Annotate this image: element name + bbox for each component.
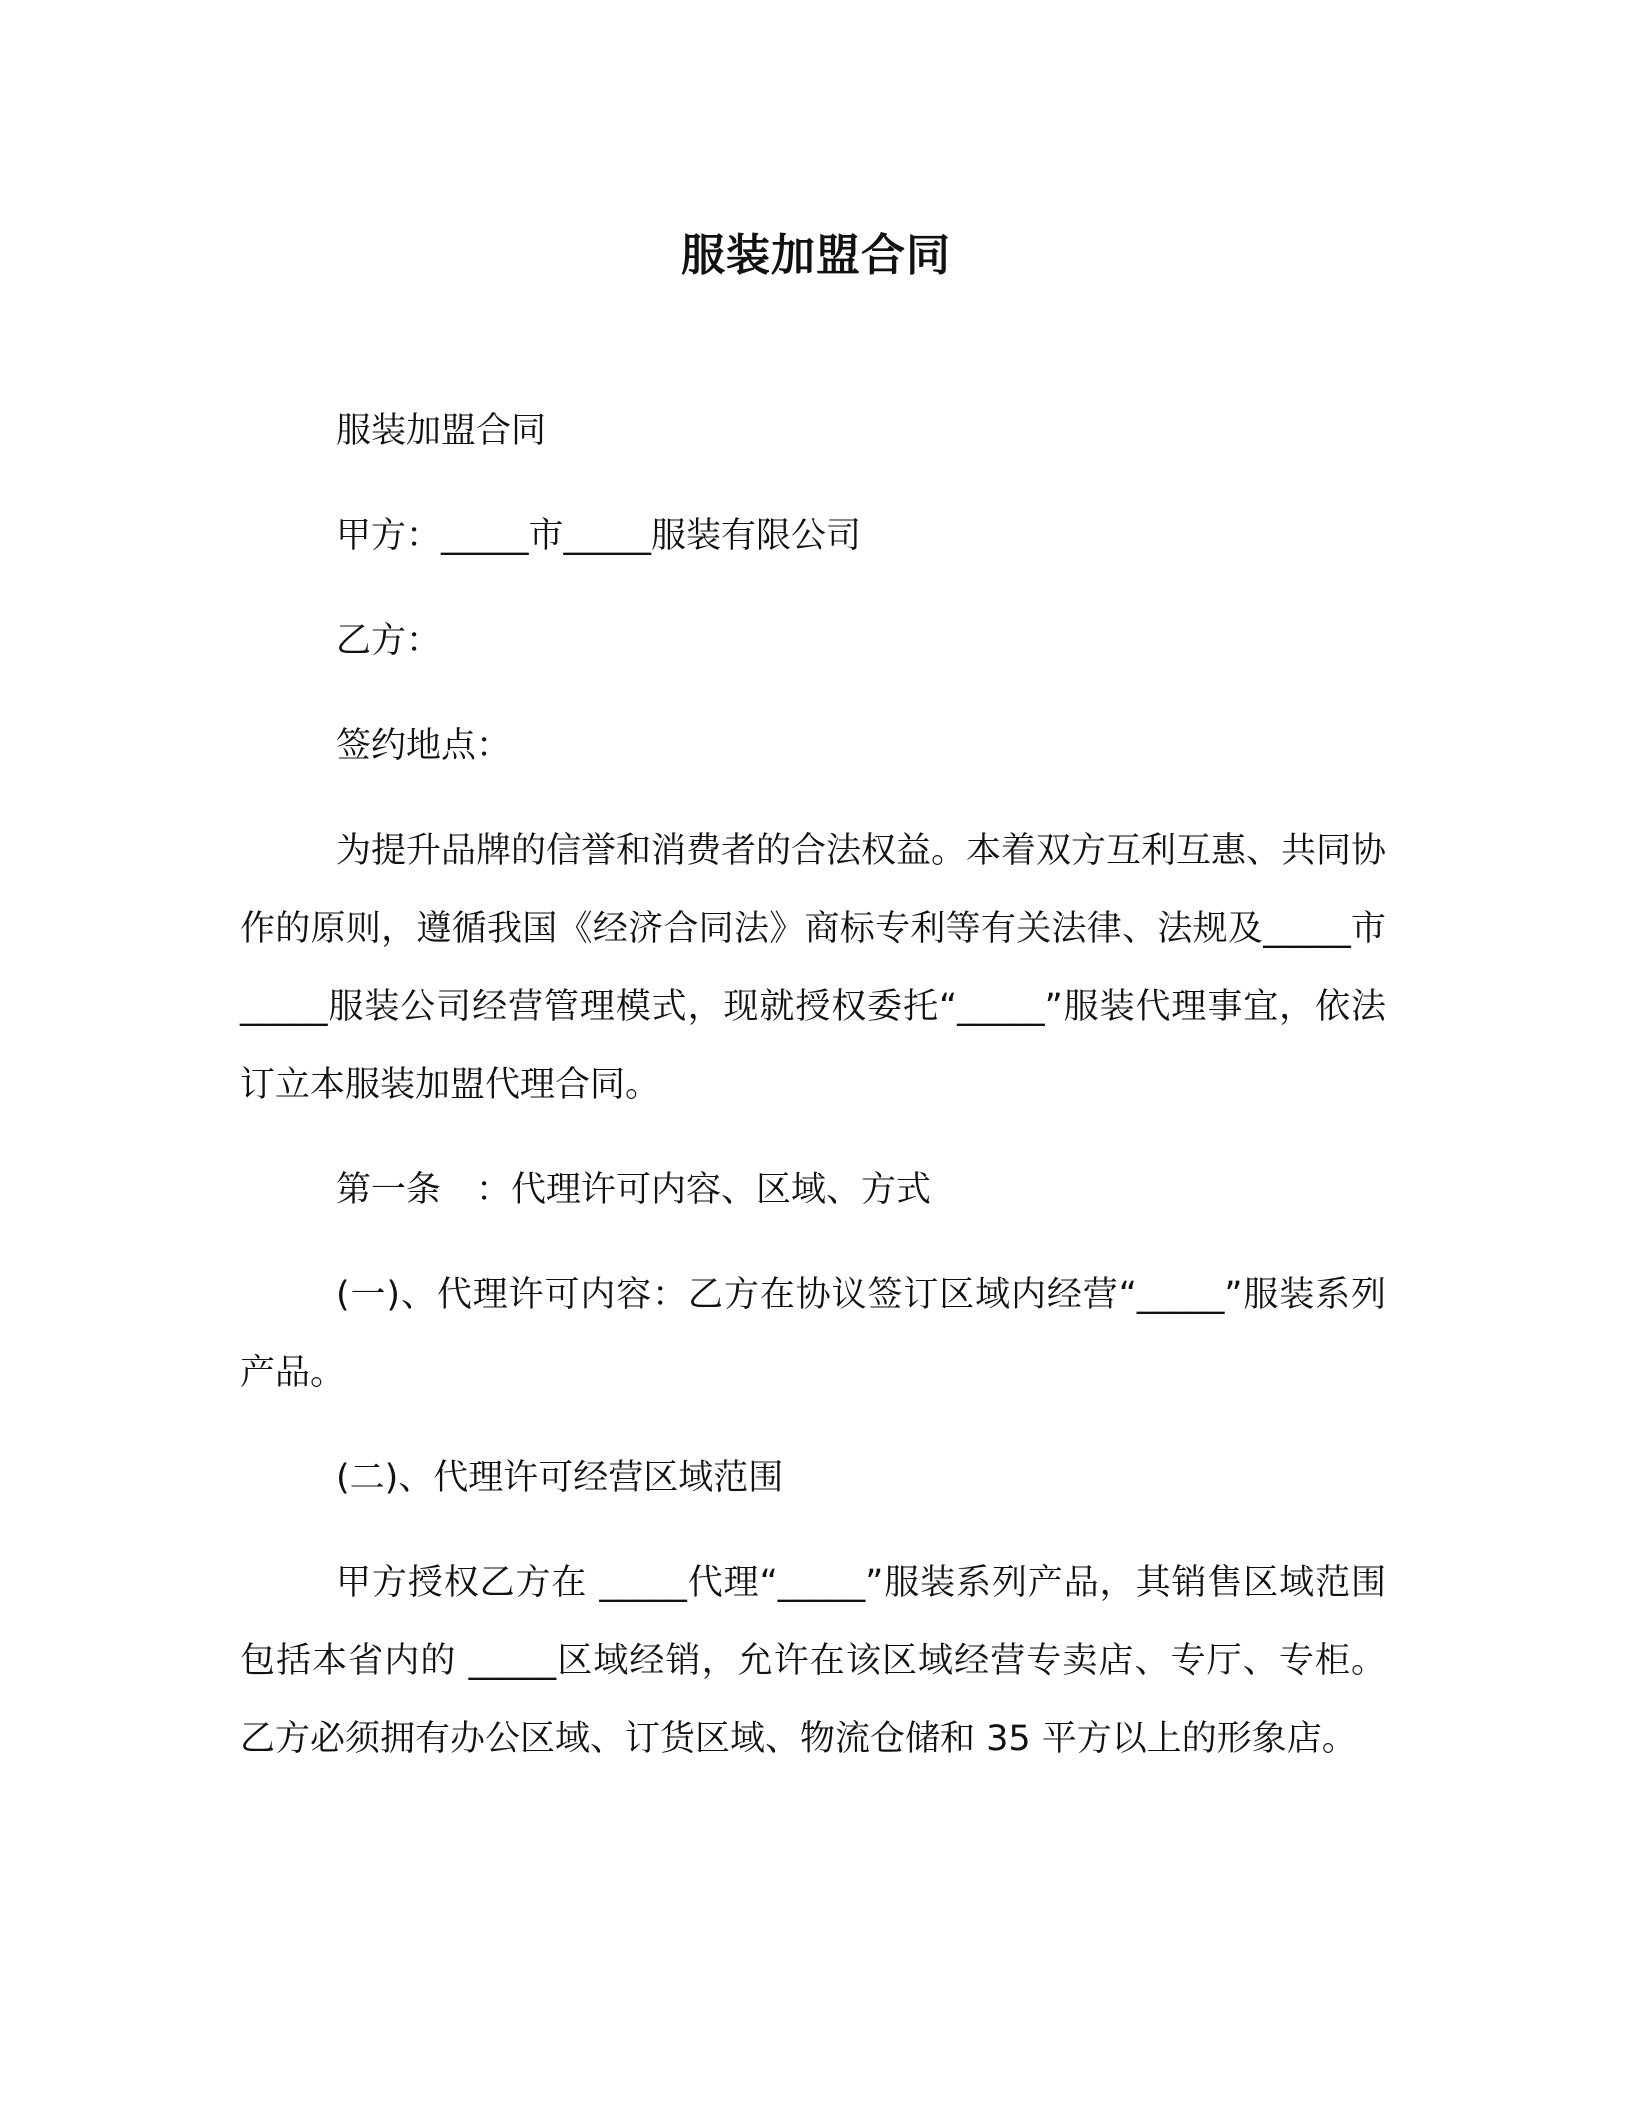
document-title: 服装加盟合同 [681,230,951,281]
license-content-paragraph: (一)、代理许可内容：乙方在协议签订区域内经营“_____”服装系列产品。 [240,1275,1386,1393]
signing-place-line: 签约地点： [336,726,512,766]
license-area-heading: (二)、代理许可经营区域范围 [336,1458,784,1498]
preamble-paragraph: 为提升品牌的信誉和消费者的合法权益。本着双方互利互惠、共同协作的原则，遵循我国《经济合同法》商标专利等有关法律、法规及_____市_____服装公司经营管理模式，现就授权委托“_____”服装代理事宜，依法订立本服装加盟代理合同。 [240,831,1387,1105]
party-a-line: 甲方：_____市_____服装有限公司 [336,516,862,556]
article-one-heading: 第一条 ：代理许可内容、区域、方式 [336,1170,932,1210]
document-body [240,392,1386,1805]
contract-name-line: 服装加盟合同 [336,411,547,451]
party-b-line: 乙方： [336,621,442,661]
license-area-paragraph: 甲方授权乙方在 _____代理“_____”服装系列产品，其销售区域范围包括本省内的 _____区域经销，允许在该区域经营专卖店、专厅、专柜。乙方必须拥有办公区域、订货区域、物流仓储和 35 平方以上的形象店。 [240,1563,1386,1759]
